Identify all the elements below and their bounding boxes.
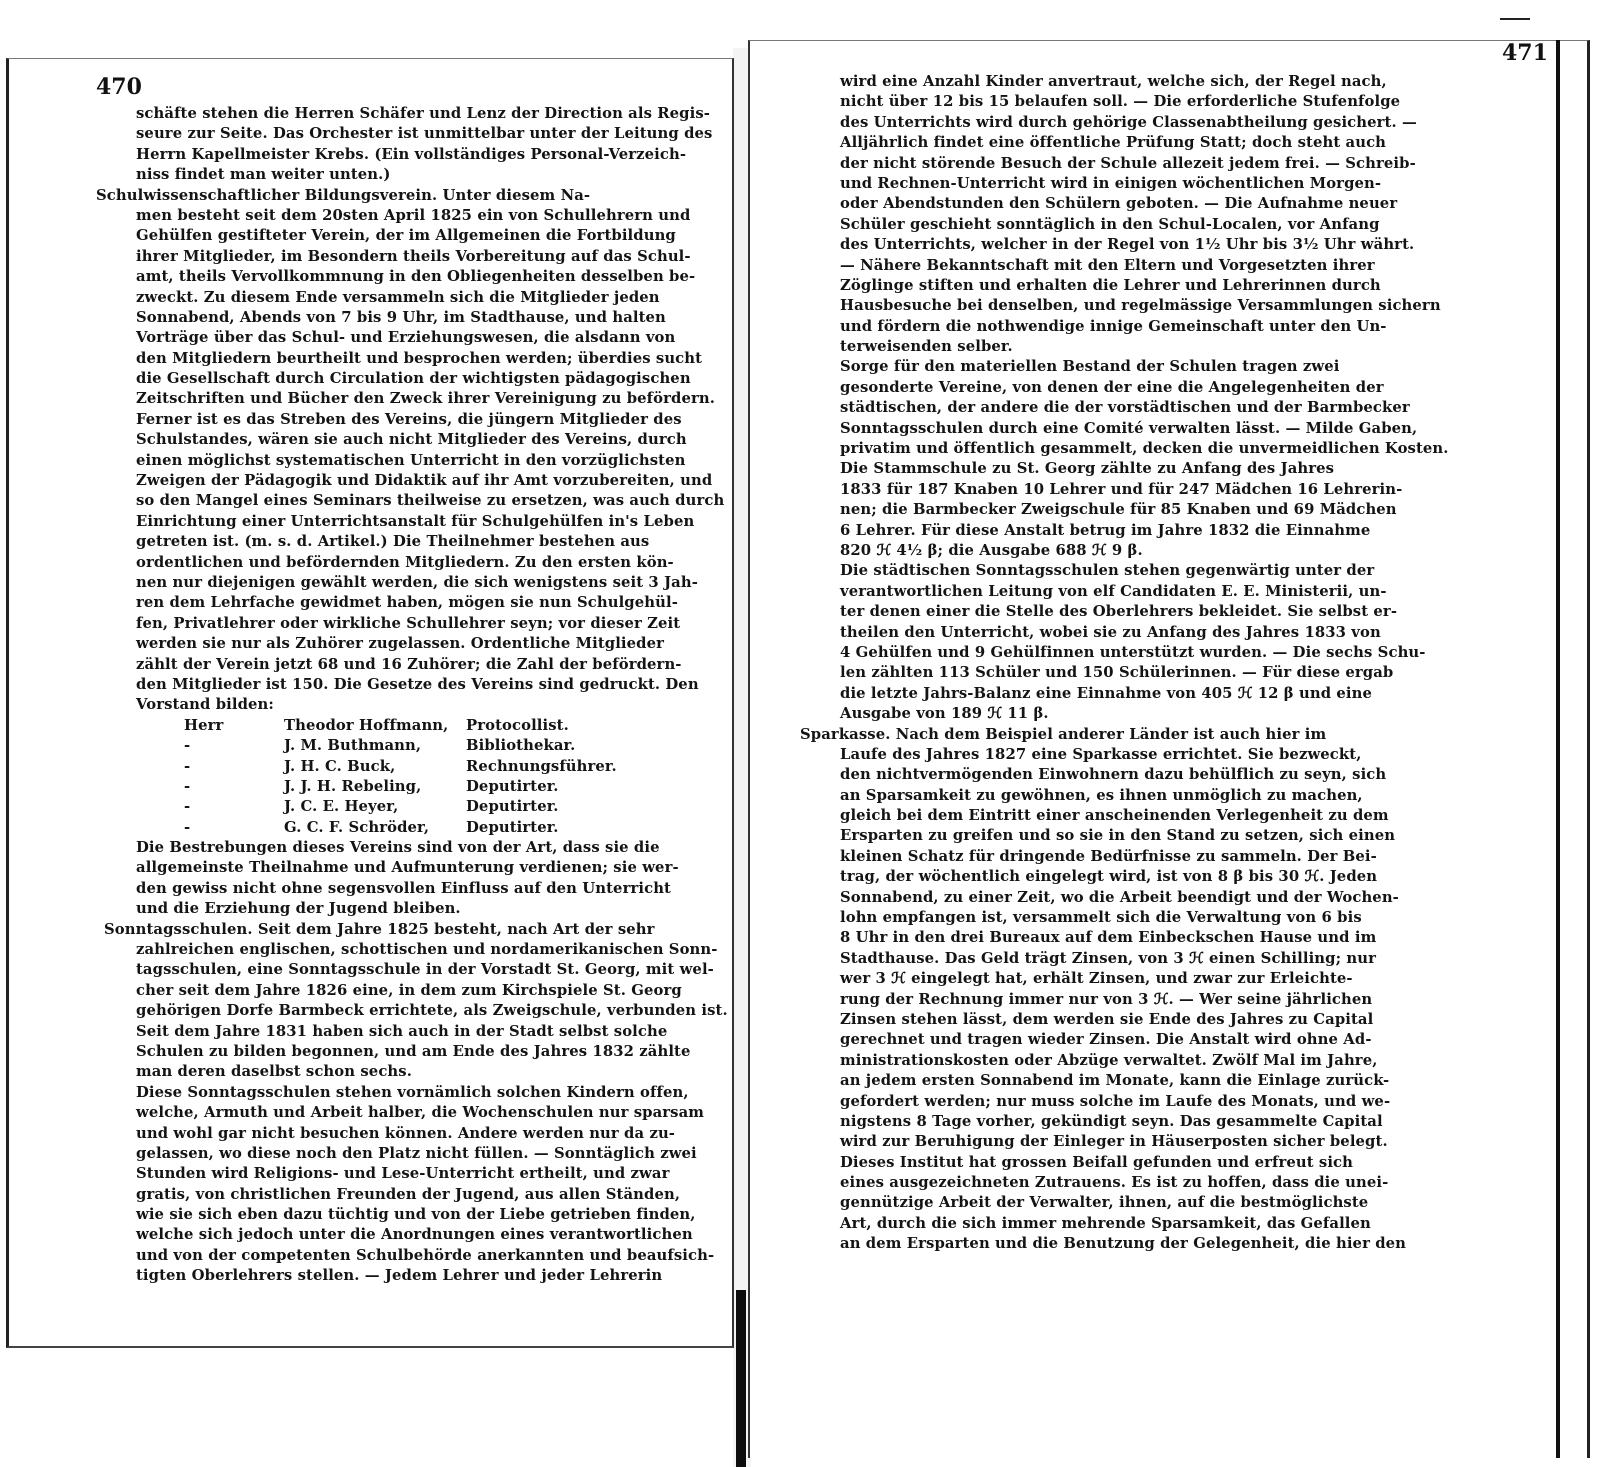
text-line: welche sich jedoch unter die Anordnungen eines verantwortlichen xyxy=(136,1226,693,1244)
text-line: wie sie sich eben dazu tüchtig und von der Liebe getrieben finden, xyxy=(136,1206,696,1224)
text-line: ministrationskosten oder Abzüge verwaltet. Zwölf Mal im Jahre, xyxy=(840,1051,1378,1069)
board-prefix: - xyxy=(184,798,191,816)
board-prefix: - xyxy=(184,737,191,755)
text-line: zählt der Verein jetzt 68 und 16 Zuhörer; die Zahl der befördern- xyxy=(136,655,682,673)
text-line: und wohl gar nicht besuchen können. Andere werden nur da zu- xyxy=(136,1124,676,1142)
text-line: und von der competenten Schulbehörde anerkannten und beaufsich- xyxy=(136,1246,715,1264)
text-line: man deren daselbst schon sechs. xyxy=(136,1063,412,1081)
text-line: Sonntagsschulen. Seit dem Jahre 1825 besteht, nach Art der sehr xyxy=(104,920,655,938)
text-line: 820 ℋ 4½ β; die Ausgabe 688 ℋ 9 β. xyxy=(840,541,1143,559)
text-line: Sonnabend, Abends von 7 bis 9 Uhr, im Stadthause, und halten xyxy=(136,308,666,326)
text-line: gleich bei dem Eintritt einer anscheinenden Verlegenheit zu dem xyxy=(840,807,1389,825)
text-line: des Unterrichts wird durch gehörige Classenabtheilung gesichert. — xyxy=(840,113,1417,131)
text-line: den Mitgliedern beurtheilt und besprochen werden; überdies sucht xyxy=(136,349,703,367)
page-number-right: 471 xyxy=(1502,40,1548,66)
spine-shadow xyxy=(736,1290,746,1467)
text-line: gelassen, wo diese noch den Platz nicht füllen. — Sonntäglich zwei xyxy=(136,1144,697,1162)
text-line: trag, der wöchentlich eingelegt wird, ist von 8 β bis 30 ℋ. Jeden xyxy=(840,868,1378,886)
text-line: Vorstand bilden: xyxy=(136,696,274,714)
text-line: den gewiss nicht ohne segensvollen Einfluss auf den Unterricht xyxy=(136,879,671,897)
text-line: die Gesellschaft durch Circulation der wichtigsten pädagogischen xyxy=(136,370,691,388)
text-line: Zinsen stehen lässt, dem werden sie Ende des Jahres zu Capital xyxy=(840,1010,1374,1028)
board-prefix: - xyxy=(184,777,191,795)
text-line: Hausbesuche bei denselben, und regelmässige Versammlungen sichern xyxy=(840,297,1441,315)
board-member-name: J. M. Buthmann, xyxy=(284,737,422,755)
text-line: men besteht seit dem 20sten April 1825 ein von Schullehrern und xyxy=(136,206,691,224)
text-line: Diese Sonntagsschulen stehen vornämlich solchen Kindern offen, xyxy=(136,1083,689,1101)
text-line: — Nähere Bekanntschaft mit den Eltern und Vorgesetzten ihrer xyxy=(840,256,1375,274)
text-line: amt, theils Vervollkommnung in den Obliegenheiten desselben be- xyxy=(136,268,696,286)
text-line: Die Bestrebungen dieses Vereins sind von der Art, dass sie die xyxy=(136,839,660,857)
board-member-role: Deputirter. xyxy=(466,777,559,795)
text-line: Ersparten zu greifen und so sie in den Stand zu setzen, sich einen xyxy=(840,827,1396,845)
text-line: 4 Gehülfen und 9 Gehülfinnen unterstützt wurden. — Die sechs Schu- xyxy=(840,643,1426,661)
text-line: kleinen Schatz für dringende Bedürfnisse zu sammeln. Der Bei- xyxy=(840,847,1377,865)
text-line: nen; die Barmbecker Zweigschule für 85 Knaben und 69 Mädchen xyxy=(840,501,1397,519)
text-line: lohn empfangen ist, versammelt sich die Verwaltung von 6 bis xyxy=(840,909,1362,927)
board-member-row xyxy=(96,757,716,777)
text-line: Sorge für den materiellen Bestand der Schulen tragen zwei xyxy=(840,358,1340,376)
text-line: Schüler geschieht sonntäglich in den Schul-Localen, vor Anfang xyxy=(840,215,1380,233)
board-prefix: Herr xyxy=(184,716,224,734)
text-line: des Unterrichts, welcher in der Regel von 1½ Uhr bis 3½ Uhr währt. xyxy=(840,236,1415,254)
text-line: Stadthause. Das Geld trägt Zinsen, von 3 ℋ einen Schilling; nur xyxy=(840,949,1377,967)
text-line: nigstens 8 Tage vorher, gekündigt seyn. Das gesammelte Capital xyxy=(840,1112,1383,1130)
text-line: privatim und öffentlich gesammelt, decken die unvermeidlichen Kosten. xyxy=(840,440,1449,458)
text-line: Vorträge über das Schul- und Erziehungswesen, die alsdann von xyxy=(136,329,676,347)
board-member-role: Rechnungsführer. xyxy=(466,757,617,775)
text-line: Schulen zu bilden begonnen, und am Ende des Jahres 1832 zählte xyxy=(136,1042,691,1060)
text-line: ordentlichen und befördernden Mitgliedern. Zu den ersten kön- xyxy=(136,553,674,571)
text-line: Schulwissenschaftlicher Bildungsverein. Unter diesem Na- xyxy=(96,186,591,204)
text-line: Die Stammschule zu St. Georg zählte zu Anfang des Jahres xyxy=(840,460,1335,478)
text-line: cher seit dem Jahre 1826 eine, in dem zum Kirchspiele St. Georg xyxy=(136,981,682,999)
text-line: Zöglinge stiften und erhalten die Lehrer und Lehrerinnen durch xyxy=(840,276,1381,294)
text-line: Dieses Institut hat grossen Beifall gefunden und erfreut sich xyxy=(840,1153,1354,1171)
text-line: Ferner ist es das Streben des Vereins, die jüngern Mitglieder des xyxy=(136,410,682,428)
board-member-row xyxy=(96,797,716,817)
text-line: den nichtvermögenden Einwohnern dazu behülflich zu seyn, sich xyxy=(840,766,1387,784)
board-member-row xyxy=(96,716,716,736)
text-line: 6 Lehrer. Für diese Anstalt betrug im Jahre 1832 die Einnahme xyxy=(840,521,1371,539)
text-line: die letzte Jahrs-Balanz eine Einnahme von 405 ℋ 12 β und eine xyxy=(840,684,1373,702)
text-line: der nicht störende Besuch der Schule allezeit jedem frei. — Schreib- xyxy=(840,154,1416,172)
text-line: niss findet man weiter unten.) xyxy=(136,166,391,184)
page-number-left: 470 xyxy=(96,74,142,100)
board-member-name: J. C. E. Heyer, xyxy=(284,798,399,816)
text-line: verantwortlichen Leitung von elf Candidaten E. E. Ministerii, un- xyxy=(840,582,1387,600)
text-line: zahlreichen englischen, schottischen und nordamerikanischen Sonn- xyxy=(136,941,718,959)
text-line: fen, Privatlehrer oder wirkliche Schullehrer seyn; vor dieser Zeit xyxy=(136,614,681,632)
text-line: gesonderte Vereine, von denen der eine die Angelegenheiten der xyxy=(840,378,1384,396)
text-line: wird zur Beruhigung der Einleger in Häuserposten sicher belegt. xyxy=(840,1133,1388,1151)
text-line: an Sparsamkeit zu gewöhnen, es ihnen unmöglich zu machen, xyxy=(840,786,1363,804)
text-line: allgemeinste Theilnahme und Aufmunterung verdienen; sie wer- xyxy=(136,859,679,877)
text-line: terweisenden selber. xyxy=(840,338,1013,356)
board-member-role: Deputirter. xyxy=(466,798,559,816)
text-line: Einrichtung einer Unterrichtsanstalt für Schulgehülfen in's Leben xyxy=(136,512,695,530)
text-line: 8 Uhr in den drei Bureaux auf dem Einbeckschen Hause und im xyxy=(840,929,1377,947)
text-line: und fördern die nothwendige innige Gemeinschaft unter den Un- xyxy=(840,317,1387,335)
text-line: Alljährlich findet eine öffentliche Prüfung Statt; doch steht auch xyxy=(840,134,1387,152)
text-line: getreten ist. (m. s. d. Artikel.) Die Theilnehmer bestehen aus xyxy=(136,533,650,551)
board-member-name: J. H. C. Buck, xyxy=(284,757,396,775)
board-member-role: Deputirter. xyxy=(466,818,559,836)
board-member-row xyxy=(96,818,716,838)
text-line: Zeitschriften und Bücher den Zweck ihrer Vereinigung zu befördern. xyxy=(136,390,715,408)
text-line: gehörigen Dorfe Barmbeck errichtete, als Zweigschule, verbunden ist. xyxy=(136,1002,728,1020)
board-member-name: Theodor Hoffmann, xyxy=(284,716,449,734)
text-line: so den Mangel eines Seminars theilweise zu ersetzen, was auch durch xyxy=(136,492,725,510)
text-line: len zählten 113 Schüler und 150 Schülerinnen. — Für diese ergab xyxy=(840,664,1394,682)
text-line: Sonntagsschulen durch eine Comité verwalten lässt. — Milde Gaben, xyxy=(840,419,1418,437)
text-line: ihrer Mitglieder, im Besondern theils Vorbereitung auf das Schul- xyxy=(136,247,691,265)
text-line: Seit dem Jahre 1831 haben sich auch in der Stadt selbst solche xyxy=(136,1022,668,1040)
text-line: wer 3 ℋ eingelegt hat, erhält Zinsen, und zwar zur Erleichte- xyxy=(840,970,1353,988)
text-line: nen nur diejenigen gewählt werden, die sich wenigstens seit 3 Jah- xyxy=(136,573,698,591)
text-line: schäfte stehen die Herren Schäfer und Lenz der Direction als Regis- xyxy=(136,105,711,122)
board-prefix: - xyxy=(184,818,191,836)
text-line: wird eine Anzahl Kinder anvertraut, welche sich, der Regel nach, xyxy=(840,73,1387,90)
board-member-row xyxy=(96,777,716,797)
text-line: tagsschulen, eine Sonntagsschule in der Vorstadt St. Georg, mit wel- xyxy=(136,961,714,979)
text-line: rung der Rechnung immer nur von 3 ℋ. — Wer seine jährlichen xyxy=(840,990,1373,1008)
text-line: und Rechnen-Unterricht wird in einigen wöchentlichen Morgen- xyxy=(840,174,1382,192)
text-line: Sonnabend, zu einer Zeit, wo die Arbeit beendigt und der Wochen- xyxy=(840,888,1399,906)
text-line: ren dem Lehrfache gewidmet haben, mögen sie nun Schulgehül- xyxy=(136,594,678,612)
text-line: Gehülfen gestifteter Verein, der im Allgemeinen die Fortbildung xyxy=(136,227,676,245)
text-line: Herrn Kapellmeister Krebs. (Ein vollständiges Personal-Verzeich- xyxy=(136,145,687,163)
board-prefix: - xyxy=(184,757,191,775)
text-line: oder Abendstunden den Schülern geboten. — Die Aufnahme neuer xyxy=(840,195,1398,213)
text-line: an jedem ersten Sonnabend im Monate, kann die Einlage zurück- xyxy=(840,1072,1390,1090)
text-line: theilen den Unterricht, wobei sie zu Anfang des Jahres 1833 von xyxy=(840,623,1381,641)
text-line: ter denen einer die Stelle des Oberlehrers bekleidet. Sie selbst er- xyxy=(840,603,1398,621)
text-line: zweckt. Zu diesem Ende versammeln sich die Mitglieder jeden xyxy=(136,288,660,306)
text-line: einen möglichst systematischen Unterricht in den vorzüglichsten xyxy=(136,451,686,469)
left-page-text xyxy=(96,104,728,1287)
text-line: werden sie nur als Zuhörer zugelassen. Ordentliche Mitglieder xyxy=(136,635,665,653)
text-line: und die Erziehung der Jugend bleiben. xyxy=(136,900,461,918)
text-line: gratis, von christlichen Freunden der Jugend, aus allen Ständen, xyxy=(136,1185,681,1203)
text-line: Art, durch die sich immer mehrende Sparsamkeit, das Gefallen xyxy=(840,1214,1371,1232)
text-line: eines ausgezeichneten Zutrauens. Es ist zu hoffen, dass die unei- xyxy=(840,1174,1389,1192)
text-line: gennützige Arbeit der Verwalter, ihnen, auf die bestmöglichste xyxy=(840,1194,1369,1212)
text-line: 1833 für 187 Knaben 10 Lehrer und für 247 Mädchen 16 Lehrerin- xyxy=(840,480,1403,498)
text-line: Sparkasse. Nach dem Beispiel anderer Länder ist auch hier im xyxy=(800,725,1327,743)
text-line: nicht über 12 bis 15 belaufen soll. — Die erforderliche Stufenfolge xyxy=(840,93,1401,111)
text-line: Stunden wird Religions- und Lese-Unterricht ertheilt, und zwar xyxy=(136,1165,670,1183)
text-line: Schulstandes, wären sie auch nicht Mitglieder des Vereins, durch xyxy=(136,431,687,449)
text-line: städtischen, der andere die der vorstädtischen und der Barmbecker xyxy=(840,399,1410,417)
page-edge-mark xyxy=(1500,18,1530,20)
board-member-name: G. C. F. Schröder, xyxy=(284,818,430,836)
board-member-row xyxy=(96,736,716,756)
board-member-role: Bibliothekar. xyxy=(466,737,576,755)
text-line: an dem Ersparten und die Benutzung der Gelegenheit, die hier den xyxy=(840,1235,1407,1253)
text-line: Die städtischen Sonntagsschulen stehen gegenwärtig unter der xyxy=(840,562,1375,580)
text-line: gerechnet und tragen wieder Zinsen. Die Anstalt wird ohne Ad- xyxy=(840,1031,1372,1049)
text-line: welche, Armuth und Arbeit halber, die Wochenschulen nur sparsam xyxy=(136,1104,705,1122)
board-member-role: Protocollist. xyxy=(466,716,569,734)
text-line: seure zur Seite. Das Orchester ist unmittelbar unter der Leitung des xyxy=(136,125,713,143)
text-line: gefordert werden; nur muss solche im Laufe des Monats, und we- xyxy=(840,1092,1391,1110)
right-page-text xyxy=(800,72,1560,1255)
board-member-name: J. J. H. Rebeling, xyxy=(284,777,422,795)
text-line: Ausgabe von 189 ℋ 11 β. xyxy=(840,705,1049,723)
text-line: den Mitglieder ist 150. Die Gesetze des Vereins sind gedruckt. Den xyxy=(136,675,699,693)
text-line: Zweigen der Pädagogik und Didaktik auf ihr Amt vorzubereiten, und xyxy=(136,472,713,490)
text-line: tigten Oberlehrers stellen. — Jedem Lehrer und jeder Lehrerin xyxy=(136,1267,663,1285)
text-line: Laufe des Jahres 1827 eine Sparkasse errichtet. Sie bezweckt, xyxy=(840,745,1362,763)
